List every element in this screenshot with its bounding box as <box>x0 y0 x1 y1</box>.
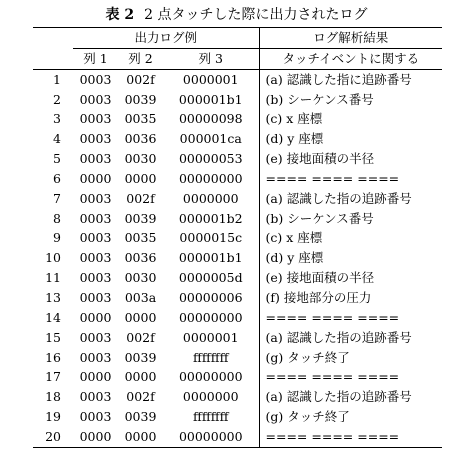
row-col2: 0035 <box>124 111 157 127</box>
header-col2: 列 2 <box>118 48 163 69</box>
row-col1: 0003 <box>79 349 112 365</box>
row-number: 16 <box>45 349 61 365</box>
row-description: (a) 認識した指の追跡番号 <box>259 189 442 209</box>
row-number: 11 <box>45 270 61 286</box>
header-output-log: 出力ログ例 <box>73 28 259 49</box>
row-col2: 0000 <box>124 309 157 325</box>
row-col3: 00000053 <box>178 151 243 167</box>
row-col2: 0000 <box>124 369 157 385</box>
row-col3: 0000000 <box>182 389 239 405</box>
row-description: (c) x 座標 <box>259 109 442 129</box>
row-col1: 0003 <box>79 329 112 345</box>
row-col1: 0003 <box>79 131 112 147</box>
row-number: 6 <box>53 170 61 186</box>
row-col2: 0039 <box>124 91 157 107</box>
log-table-body <box>33 28 442 448</box>
row-col1: 0003 <box>79 190 112 206</box>
table-row <box>33 348 442 368</box>
header-col3: 列 3 <box>163 48 259 69</box>
row-col3: 00000098 <box>178 111 243 127</box>
row-col1: 0003 <box>79 270 112 286</box>
row-description: (a) 認識した指に追跡番号 <box>259 69 442 89</box>
row-description: (b) シーケンス番号 <box>259 90 442 110</box>
row-description: (e) 接地面積の半径 <box>259 149 442 169</box>
row-description: (g) タッチ終了 <box>259 348 442 368</box>
header-touch-event: タッチイベントに関する <box>259 48 442 69</box>
table-row <box>33 228 442 248</box>
row-col2: 002f <box>126 329 155 345</box>
row-col3: 0000005d <box>178 270 243 286</box>
row-col2: 002f <box>126 190 155 206</box>
row-col1: 0003 <box>79 111 112 127</box>
row-number: 1 <box>53 71 61 87</box>
row-col2: 0039 <box>124 349 157 365</box>
row-col2: 0030 <box>124 151 157 167</box>
row-description: (e) 接地面積の半径 <box>259 268 442 288</box>
table-row <box>33 109 442 129</box>
table-row <box>33 169 442 189</box>
header-col1: 列 1 <box>73 48 118 69</box>
row-col3: ffffffff <box>192 349 229 365</box>
row-col2: 003a <box>124 289 157 305</box>
row-col3: 000001b2 <box>178 210 243 226</box>
row-col3: 000001ca <box>179 131 242 147</box>
row-description: (a) 認識した指の追跡番号 <box>259 387 442 407</box>
row-col3: 0000001 <box>182 71 239 87</box>
row-number: 2 <box>53 91 61 107</box>
row-col2: 0000 <box>118 427 163 447</box>
row-number: 17 <box>45 369 61 385</box>
row-col2: 0030 <box>124 270 157 286</box>
row-col2: 0036 <box>124 131 157 147</box>
table-caption-text: 2 点タッチした際に出力されたログ <box>144 7 368 23</box>
row-col3: 000001b1 <box>178 91 243 107</box>
row-col2: 0039 <box>124 210 157 226</box>
table-caption <box>0 6 473 24</box>
row-col3: 000001b1 <box>178 250 243 266</box>
table-row <box>33 407 442 427</box>
row-col3: ffffffff <box>192 409 229 425</box>
row-description: (f) 接地部分の圧力 <box>259 288 442 308</box>
row-col1: 0003 <box>79 91 112 107</box>
row-number: 10 <box>45 250 61 266</box>
row-col3: 0000015c <box>179 230 243 246</box>
row-col1: 0000 <box>79 309 112 325</box>
row-number: 13 <box>45 289 61 305</box>
row-number: 3 <box>53 111 61 127</box>
row-col2: 0035 <box>124 230 157 246</box>
row-number: 9 <box>53 230 61 246</box>
table-row <box>33 69 442 89</box>
header-column-row <box>33 48 442 69</box>
log-table <box>33 27 442 448</box>
table-row <box>33 367 442 387</box>
table-row <box>33 288 442 308</box>
table-row <box>33 248 442 268</box>
row-description: ==== ==== ==== <box>259 427 442 447</box>
row-number: 4 <box>53 131 61 147</box>
table-row <box>33 90 442 110</box>
row-col1: 0003 <box>79 250 112 266</box>
row-description: (b) シーケンス番号 <box>259 209 442 229</box>
row-description: (d) y 座標 <box>259 248 442 268</box>
row-col2: 0036 <box>124 250 157 266</box>
row-col1: 0003 <box>79 409 112 425</box>
row-col3: 00000006 <box>178 289 243 305</box>
row-col1: 0003 <box>79 71 112 87</box>
row-col3: 00000000 <box>163 427 259 447</box>
row-description: (c) x 座標 <box>259 228 442 248</box>
row-col1: 0000 <box>79 170 112 186</box>
row-col3: 00000000 <box>178 369 243 385</box>
row-description: ==== ==== ==== <box>259 308 442 328</box>
row-description: ==== ==== ==== <box>259 169 442 189</box>
row-number: 15 <box>45 329 61 345</box>
row-col2: 002f <box>126 71 155 87</box>
row-number: 14 <box>45 309 61 325</box>
row-description: (d) y 座標 <box>259 129 442 149</box>
row-description: (g) タッチ終了 <box>259 407 442 427</box>
table-row <box>33 427 442 447</box>
row-number: 7 <box>53 190 61 206</box>
row-col2: 0039 <box>124 409 157 425</box>
row-number: 5 <box>53 151 61 167</box>
row-col3: 00000000 <box>178 170 243 186</box>
row-number: 20 <box>33 427 73 447</box>
table-row <box>33 209 442 229</box>
row-number: 18 <box>45 389 61 405</box>
table-caption-label: 表 2 <box>105 7 135 23</box>
row-col1: 0000 <box>79 369 112 385</box>
header-group-row <box>33 28 442 49</box>
row-col1: 0003 <box>79 210 112 226</box>
table-row <box>33 387 442 407</box>
row-col1: 0003 <box>79 151 112 167</box>
row-description: (a) 認識した指の追跡番号 <box>259 328 442 348</box>
table-row <box>33 129 442 149</box>
table-row <box>33 308 442 328</box>
row-number: 8 <box>53 210 61 226</box>
row-col2: 002f <box>126 389 155 405</box>
row-description: ==== ==== ==== <box>259 367 442 387</box>
table-row <box>33 268 442 288</box>
row-col3: 00000000 <box>178 309 243 325</box>
row-col1: 0003 <box>79 389 112 405</box>
row-number: 19 <box>45 409 61 425</box>
table-row <box>33 328 442 348</box>
row-col2: 0000 <box>124 170 157 186</box>
row-col3: 0000000 <box>182 190 239 206</box>
row-col1: 0003 <box>79 289 112 305</box>
table-row <box>33 149 442 169</box>
header-log-analysis: ログ解析結果 <box>259 28 442 49</box>
table-row <box>33 189 442 209</box>
row-col1: 0003 <box>79 230 112 246</box>
row-col1: 0000 <box>73 427 118 447</box>
row-col3: 0000001 <box>182 329 239 345</box>
